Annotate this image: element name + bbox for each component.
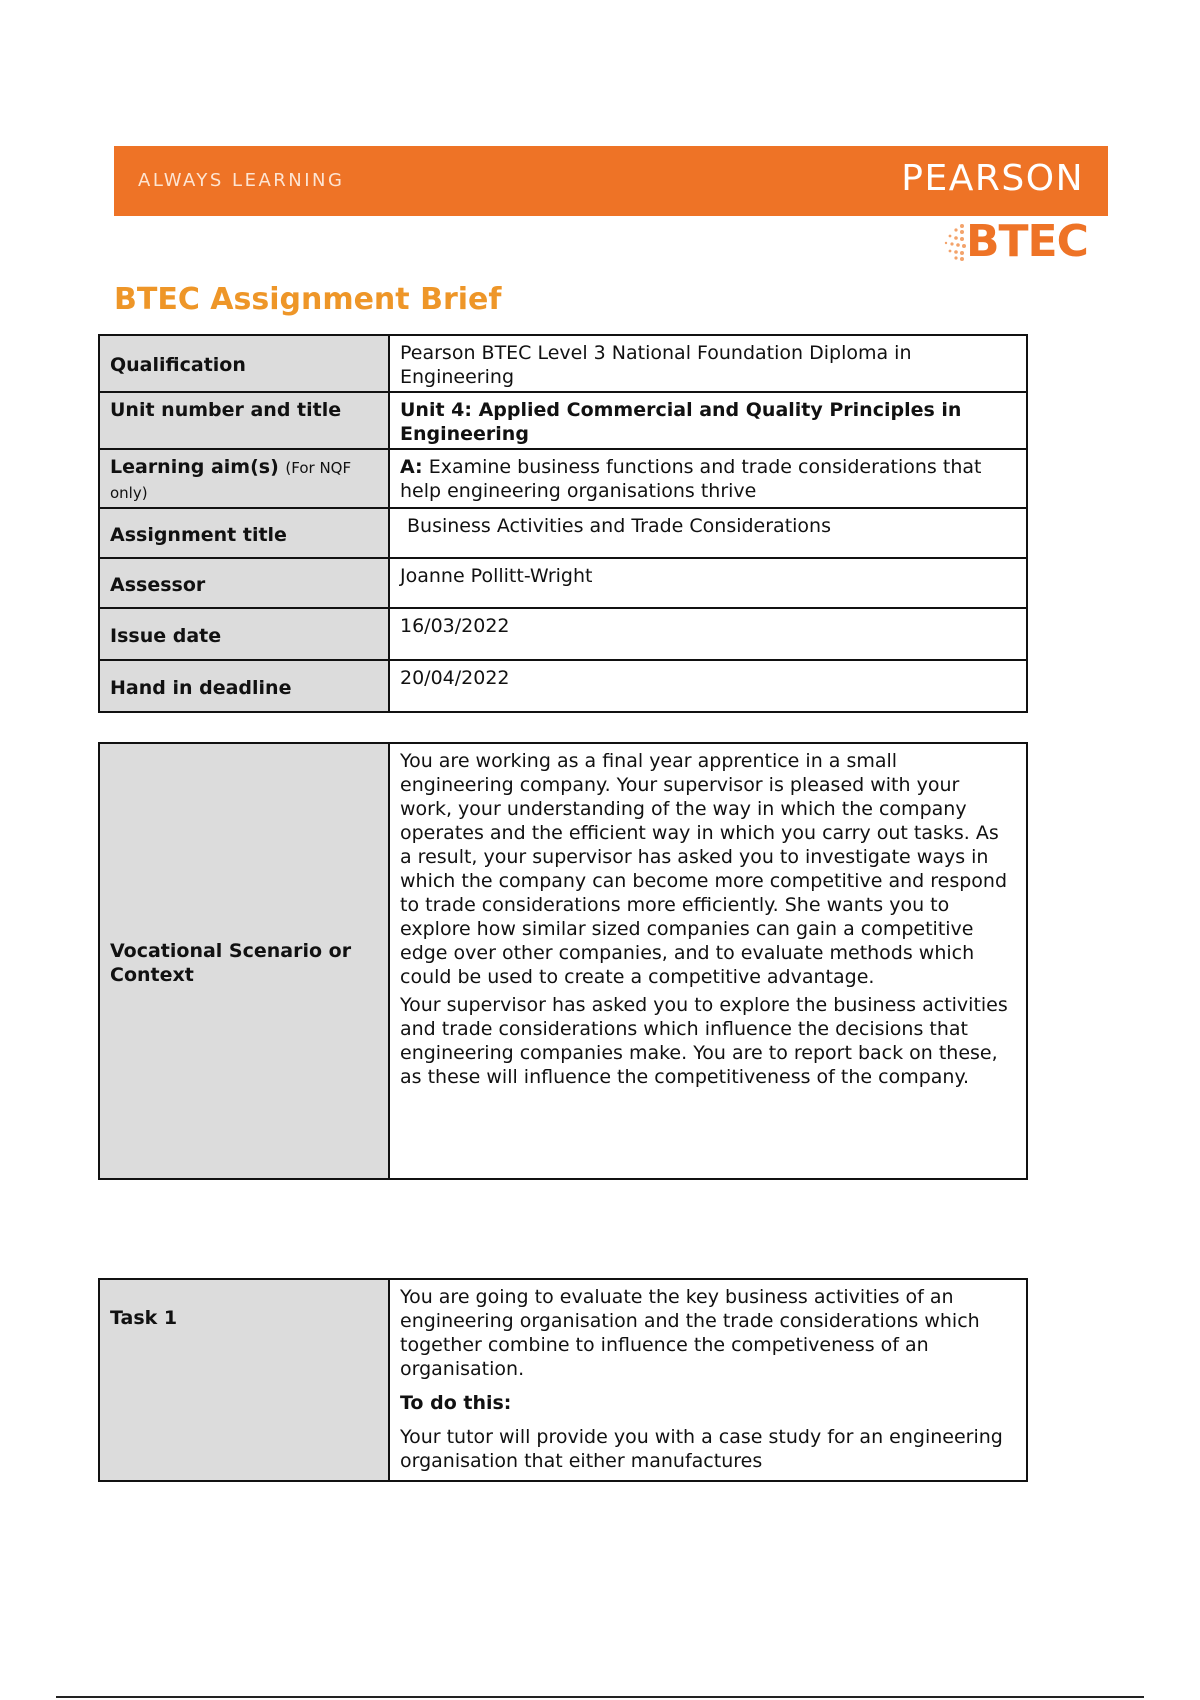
- qualification-value: Pearson BTEC Level 3 National Foundation Diploma in Engineering: [389, 335, 1027, 392]
- table-row: [99, 608, 1027, 660]
- task-1-intro: You are going to evaluate the key business activities of an engineering organisation and the trade considerations which together combine to influence the competiveness of an organisation.: [400, 1286, 980, 1380]
- table-row: [99, 335, 1027, 392]
- task-1-text: [389, 1279, 1027, 1481]
- assessor-label: Assessor: [99, 558, 389, 608]
- table-row: [99, 1279, 1027, 1481]
- page-title: BTEC Assignment Brief: [114, 282, 502, 317]
- table-row: [99, 743, 1027, 1179]
- deadline-label: Hand in deadline: [99, 660, 389, 712]
- learning-aim-label-cell: [99, 449, 389, 508]
- learning-aim-label: Learning aim(s): [110, 456, 279, 478]
- tagline: ALWAYS LEARNING: [138, 170, 345, 191]
- btec-dots-icon: [944, 222, 968, 262]
- issue-date-label: Issue date: [99, 608, 389, 660]
- scenario-text: [389, 743, 1027, 1179]
- deadline-value: 20/04/2022: [389, 660, 1027, 712]
- learning-aim-value: Examine business functions and trade considerations that help engineering organisations thrive: [400, 456, 982, 502]
- scenario-table: [98, 742, 1028, 1180]
- assessor-value: Joanne Pollitt-Wright: [389, 558, 1027, 608]
- scenario-label: Vocational Scenario or Context: [99, 743, 389, 1179]
- table-row: [99, 392, 1027, 449]
- unit-label: Unit number and title: [99, 392, 389, 449]
- issue-date-value: 16/03/2022: [389, 608, 1027, 660]
- table-row: [99, 449, 1027, 508]
- scenario-paragraph: Your supervisor has asked you to explore the business activities and trade considerations which influence the decisions that engineering companies make. You are to report back on these, as these will influence the competitiveness of the company.: [400, 994, 1008, 1088]
- assignment-details-table: [98, 334, 1028, 713]
- btec-logo-text: BTEC: [966, 216, 1088, 267]
- task-1-label: Task 1: [99, 1279, 389, 1481]
- assignment-title-label: Assignment title: [99, 508, 389, 558]
- qualification-label: Qualification: [99, 335, 389, 392]
- task-1-todo-heading: To do this:: [400, 1392, 512, 1414]
- table-row: [99, 660, 1027, 712]
- table-row: [99, 508, 1027, 558]
- scenario-paragraph: You are working as a final year apprentice in a small engineering company. Your supervisor is pleased with your work, your understanding of the way in which the company operates and the efficient way in which you carry out tasks. As a result, your supervisor has asked you to investigate ways in which the company can become more competitive and respond to trade considerations more efficiently. She wants you to explore how similar sized companies can gain a competitive edge over other companies, and to evaluate methods which could be used to create a competitive advantage.: [400, 750, 1008, 988]
- btec-logo: [944, 218, 1094, 268]
- pearson-logo: PEARSON: [901, 158, 1084, 199]
- learning-aim-prefix: A:: [400, 456, 423, 478]
- task-1-body: Your tutor will provide you with a case study for an engineering organisation that either manufactures: [400, 1426, 1003, 1472]
- table-row: [99, 558, 1027, 608]
- task-1-table: [98, 1278, 1028, 1482]
- page-bottom-rule: [56, 1696, 1144, 1698]
- assignment-title-value: Business Activities and Trade Considerations: [389, 508, 1027, 558]
- header-banner: [114, 146, 1108, 216]
- unit-value: Unit 4: Applied Commercial and Quality Principles in Engineering: [389, 392, 1027, 449]
- learning-aim-value-cell: [389, 449, 1027, 508]
- learning-aim-note: (For NQF only): [110, 459, 352, 502]
